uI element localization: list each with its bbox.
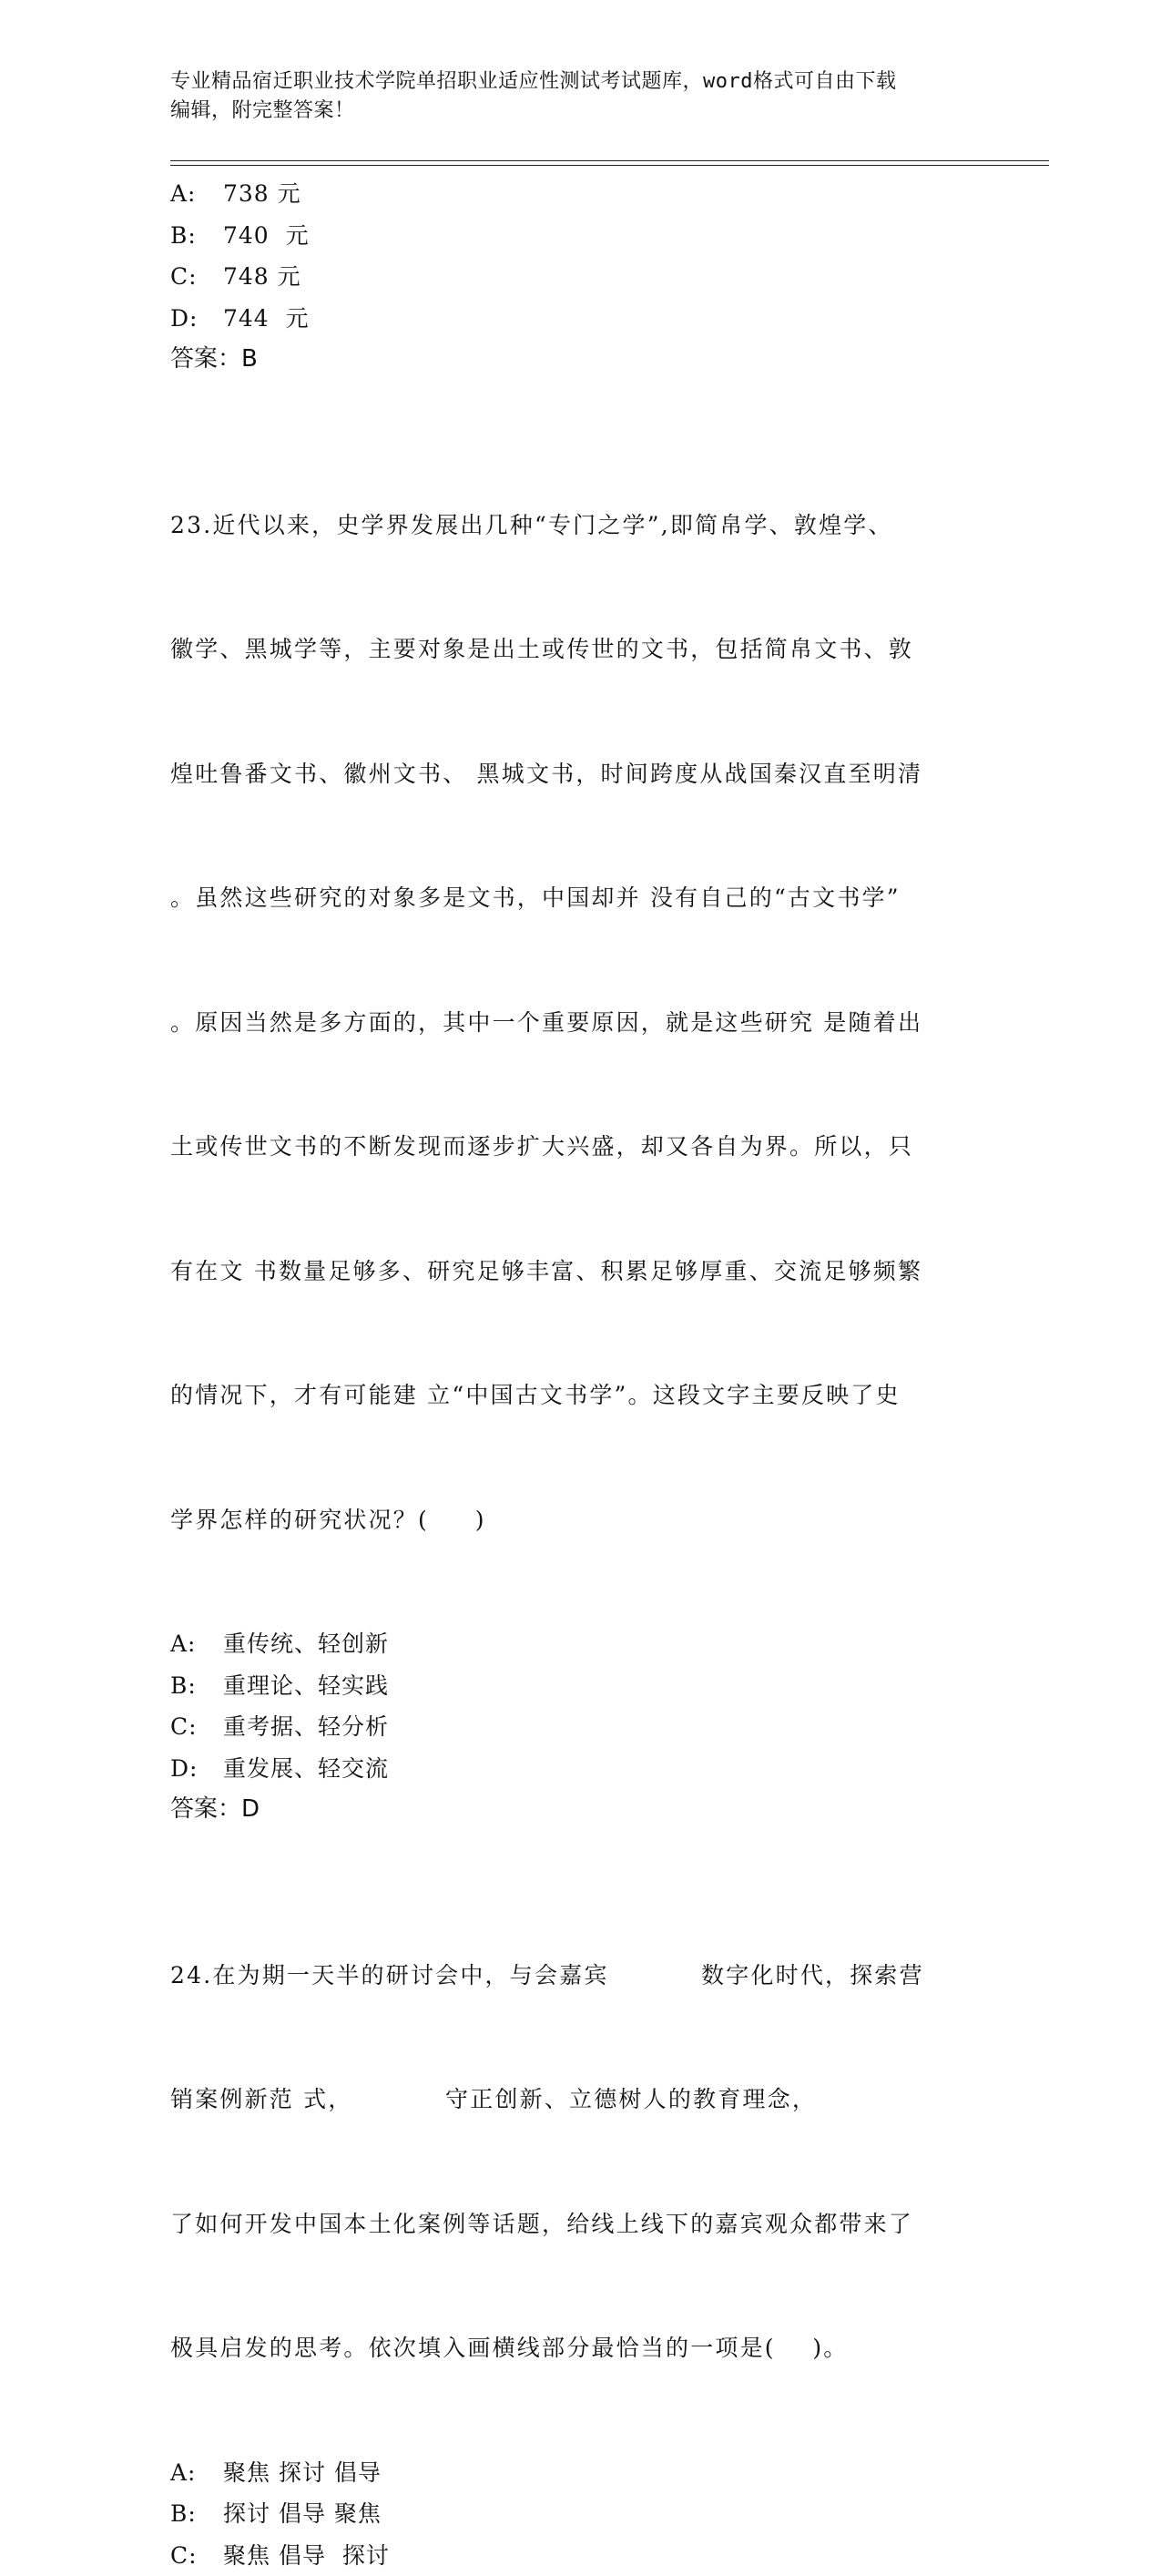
option-letter: C: bbox=[170, 256, 223, 298]
question-23-options bbox=[170, 1623, 972, 1789]
option-text: 重发展、轻交流 bbox=[223, 1755, 389, 1782]
header-rule-bottom bbox=[170, 165, 1049, 166]
question-23-answer: 答案：D bbox=[170, 1789, 972, 1831]
option-c bbox=[170, 1706, 972, 1748]
document-header bbox=[170, 67, 972, 126]
option-letter: C: bbox=[170, 1706, 223, 1748]
option-text: 744 元 bbox=[223, 305, 310, 332]
question-line: 24.在为期一天半的研讨会中，与会嘉宾 数字化时代，探索营 bbox=[170, 1955, 972, 1997]
option-a bbox=[170, 2452, 972, 2494]
header-line-2: 编辑，附完整答案！ bbox=[170, 97, 972, 126]
question-line: 23.近代以来，史学界发展出几种“专门之学”,即简帛学、敦煌学、 bbox=[170, 505, 972, 547]
option-b bbox=[170, 1665, 972, 1707]
option-a bbox=[170, 1623, 972, 1665]
option-b bbox=[170, 2493, 972, 2535]
document-body bbox=[170, 173, 972, 2576]
option-c bbox=[170, 256, 972, 298]
question-22-options bbox=[170, 173, 972, 339]
option-text: 740 元 bbox=[223, 222, 310, 249]
spacer bbox=[170, 381, 972, 422]
option-text: 重传统、轻创新 bbox=[223, 1630, 389, 1657]
option-letter: D: bbox=[170, 1748, 223, 1790]
option-letter: B: bbox=[170, 215, 223, 257]
option-text: 748 元 bbox=[223, 263, 301, 290]
question-22-answer: 答案：B bbox=[170, 339, 972, 381]
question-23-stem bbox=[170, 422, 972, 1624]
option-letter: A: bbox=[170, 173, 223, 215]
option-text: 聚焦 倡导 探讨 bbox=[223, 2542, 390, 2569]
question-line: 的情况下，才有可能建 立“中国古文书学”。这段文字主要反映了史 bbox=[170, 1375, 972, 1416]
option-letter: C: bbox=[170, 2535, 223, 2576]
option-b bbox=[170, 215, 972, 257]
header-rule-top bbox=[170, 160, 1049, 161]
question-line: 徽学、黑城学等，主要对象是出土或传世的文书，包括简帛文书、敦 bbox=[170, 629, 972, 670]
question-line: 销案例新范 式， 守正创新、立德树人的教育理念， bbox=[170, 2079, 972, 2121]
question-line: 极具启发的思考。依次填入画横线部分最恰当的一项是( )。 bbox=[170, 2327, 972, 2369]
option-letter: B: bbox=[170, 1665, 223, 1707]
option-text: 重理论、轻实践 bbox=[223, 1672, 389, 1699]
question-line: 了如何开发中国本土化案例等话题，给线上线下的嘉宾观众都带来了 bbox=[170, 2203, 972, 2245]
question-line: 。原因当然是多方面的，其中一个重要原因，就是这些研究 是随着出 bbox=[170, 1002, 972, 1044]
question-line: 煌吐鲁番文书、徽州文书、 黑城文书，时间跨度从战国秦汉直至明清 bbox=[170, 753, 972, 795]
question-line: 有在文 书数量足够多、研究足够丰富、积累足够厚重、交流足够频繁 bbox=[170, 1251, 972, 1293]
option-text: 聚焦 探讨 倡导 bbox=[223, 2459, 382, 2486]
question-24-options bbox=[170, 2452, 972, 2576]
question-line: 土或传世文书的不断发现而逐步扩大兴盛，却又各自为界。所以，只 bbox=[170, 1126, 972, 1168]
option-c bbox=[170, 2535, 972, 2576]
header-line-1: 专业精品宿迁职业技术学院单招职业适应性测试考试题库，word格式可自由下载 bbox=[170, 67, 972, 97]
option-letter: B: bbox=[170, 2493, 223, 2535]
spacer bbox=[170, 1831, 972, 1872]
option-a bbox=[170, 173, 972, 215]
question-line: 。虽然这些研究的对象多是文书，中国却并 没有自己的“古文书学” bbox=[170, 877, 972, 919]
option-letter: A: bbox=[170, 1623, 223, 1665]
option-d bbox=[170, 1748, 972, 1790]
question-24-stem bbox=[170, 1872, 972, 2452]
question-line: 学界怎样的研究状况？( ) bbox=[170, 1499, 972, 1541]
option-text: 重考据、轻分析 bbox=[223, 1713, 389, 1740]
option-letter: A: bbox=[170, 2452, 223, 2494]
option-d bbox=[170, 298, 972, 340]
option-text: 探讨 倡导 聚焦 bbox=[223, 2500, 382, 2527]
option-letter: D: bbox=[170, 298, 223, 340]
option-text: 738 元 bbox=[223, 180, 301, 207]
